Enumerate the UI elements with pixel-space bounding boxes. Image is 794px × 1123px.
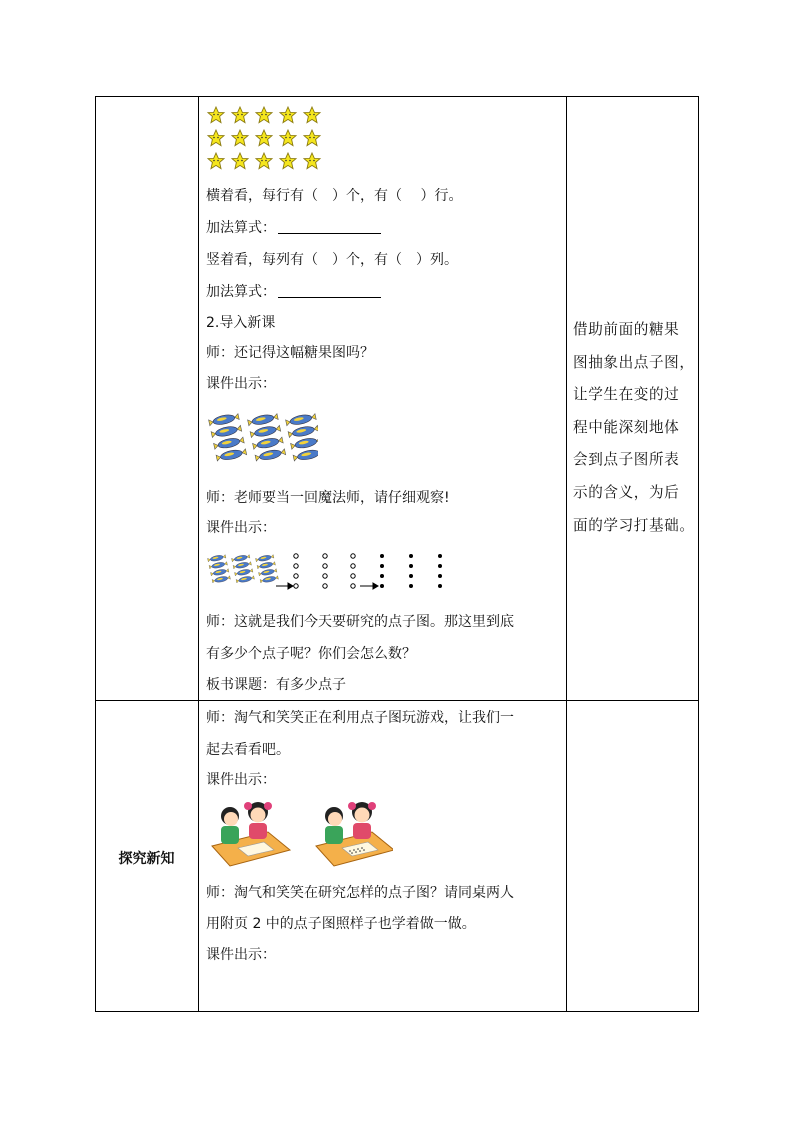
courseware-label: 课件出示：	[206, 520, 276, 536]
star-grid-illustration	[206, 104, 326, 172]
addition-label: 加法算式：	[206, 284, 276, 300]
note-line: 让学生在变的过	[573, 386, 680, 404]
courseware-label: 课件出示：	[206, 947, 276, 963]
solid-dots	[380, 554, 442, 588]
question-columns: 竖着看，每列有（ ）个，有（ ）列。	[206, 252, 458, 268]
table-border-top	[95, 96, 699, 97]
section-heading: 2.导入新课	[206, 315, 276, 331]
teacher-line-3-cont: 有多少个点子呢？你们会怎么数？	[206, 646, 416, 662]
arrow-2	[360, 583, 378, 589]
table-border-bottom	[95, 1011, 699, 1012]
note-line: 示的含义，为后	[573, 483, 680, 501]
note-line: 借助前面的糖果	[573, 321, 680, 338]
column-divider-1	[198, 96, 199, 1012]
addition-line-2	[206, 283, 381, 301]
star-row-2	[208, 130, 320, 146]
question-rows: 横着看，每行有（ ）个，有（ ）行。	[206, 188, 463, 204]
explore-line-1-cont: 起去看看吧。	[206, 742, 290, 758]
note-line: 图抽象出点子图，	[573, 353, 695, 371]
arrow-1	[276, 583, 293, 589]
board-title: 板书课题：有多少点子	[206, 677, 346, 693]
answer-blank	[278, 283, 381, 298]
kids-dot-game-illustration	[208, 796, 393, 868]
explore-line-2: 师：淘气和笑笑在研究怎样的点子图？请同桌两人	[206, 885, 514, 901]
scene-2	[316, 802, 393, 866]
star-row-3	[208, 153, 320, 169]
star-row-1	[208, 107, 320, 123]
table-border-right	[698, 96, 699, 1012]
explore-line-2-cont: 用附页 2 中的点子图照样子也学着做一做。	[206, 916, 476, 932]
explore-line-1: 师：淘气和笑笑正在利用点子图玩游戏，让我们一	[206, 710, 514, 726]
courseware-label: 课件出示：	[206, 772, 276, 788]
candy-to-dots-illustration	[205, 550, 450, 596]
note-line: 会到点子图所表	[573, 451, 680, 469]
teacher-line-1: 师：还记得这幅糖果图吗？	[206, 345, 374, 361]
row-divider	[95, 700, 699, 701]
table-border-left	[95, 96, 96, 1012]
scene-1	[212, 802, 290, 866]
section-label: 探究新知	[118, 851, 175, 867]
design-note	[573, 314, 697, 542]
teacher-line-3: 师：这就是我们今天要研究的点子图。那这里到底	[206, 614, 514, 630]
note-line: 面的学习打基础。	[573, 516, 695, 534]
column-divider-2	[566, 96, 567, 1012]
courseware-label: 课件出示：	[206, 376, 276, 392]
candy-grid-illustration	[206, 406, 318, 472]
addition-line-1	[206, 219, 381, 237]
note-line: 程中能深刻地体	[573, 418, 680, 436]
teacher-line-2: 师：老师要当一回魔法师，请仔细观察!	[206, 490, 450, 506]
answer-blank	[278, 219, 381, 234]
hollow-dots	[294, 554, 355, 588]
addition-label: 加法算式：	[206, 220, 276, 236]
